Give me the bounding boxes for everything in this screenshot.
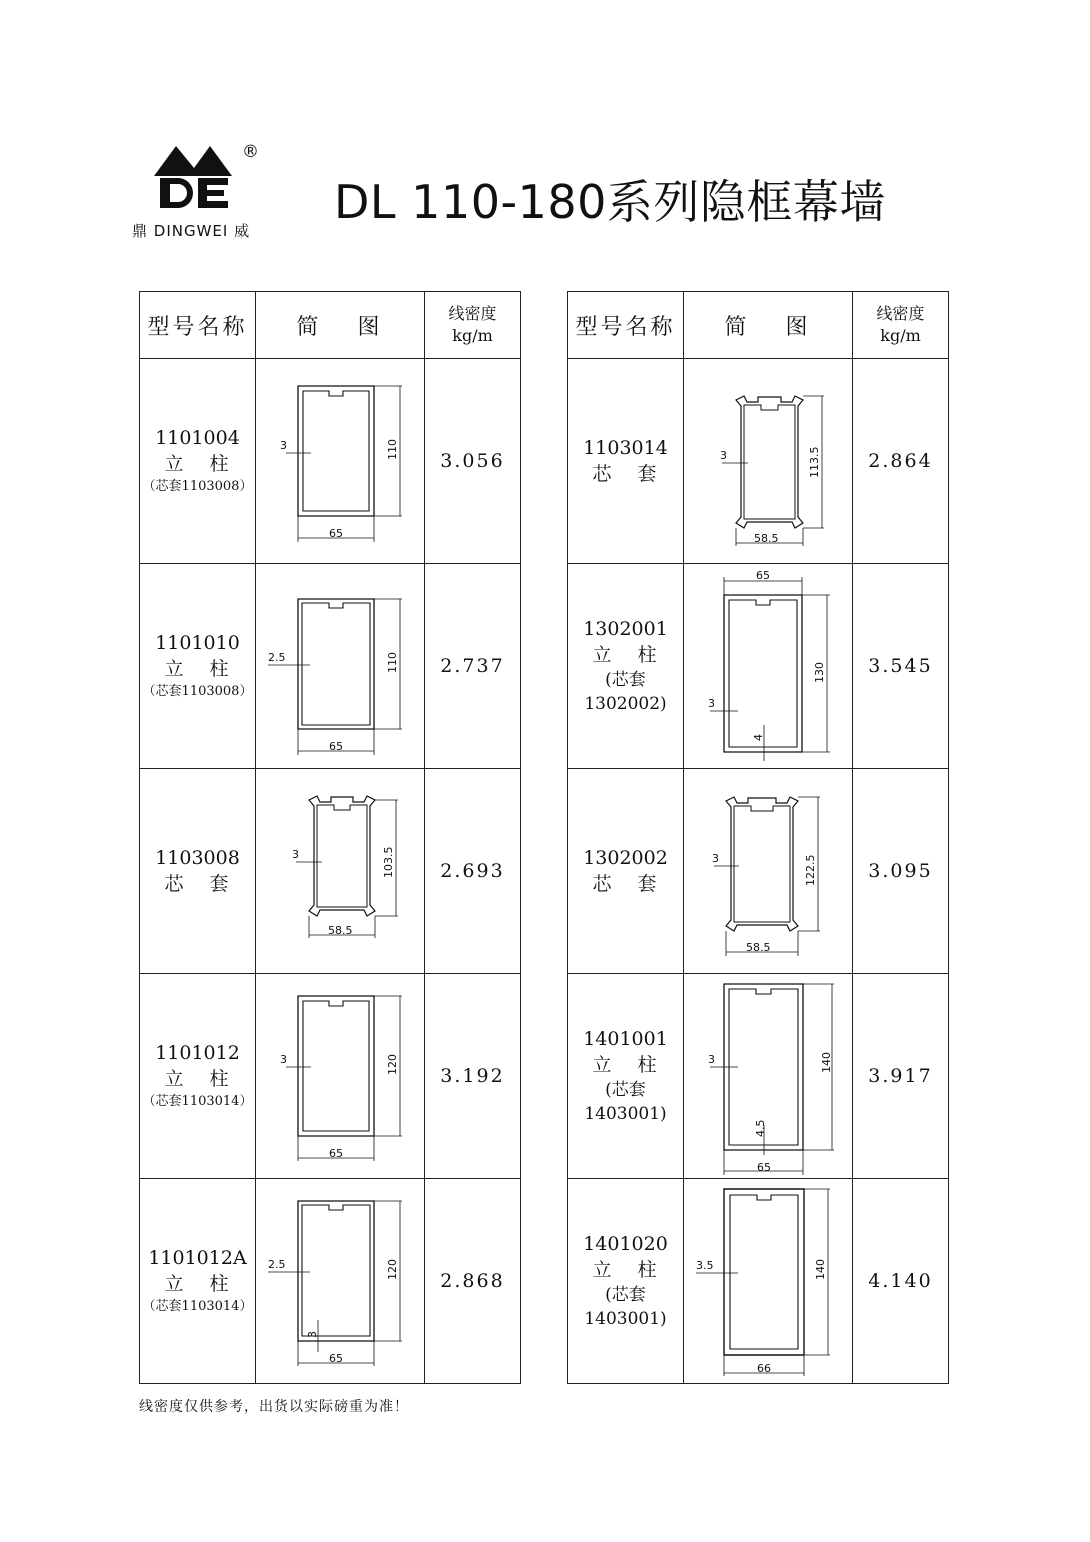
dim-width: 65 <box>329 1146 343 1160</box>
model-code: 1401001 <box>583 1028 668 1050</box>
model-cell <box>568 1179 684 1384</box>
table-row <box>568 769 949 974</box>
model-note: (芯套1403001) <box>584 1080 667 1124</box>
profile-diagram <box>256 769 425 974</box>
model-cell <box>140 359 256 564</box>
dim-thickness: 3 <box>708 696 715 710</box>
table-row <box>568 974 949 1179</box>
dim-width: 65 <box>329 526 343 540</box>
dim-thickness: 3 <box>712 851 719 865</box>
dim-height: 122.5 <box>804 854 817 886</box>
model-note: （芯套1103008） <box>142 479 253 494</box>
dim-height: 140 <box>820 1051 833 1073</box>
dim-thickness: 2.5 <box>268 1257 286 1271</box>
model-cell <box>568 564 684 769</box>
model-code: 1101010 <box>155 632 240 654</box>
model-note: （芯套1103014） <box>142 1299 253 1314</box>
dim-thickness: 3 <box>280 1052 287 1066</box>
header-density: 线密度 kg/m <box>853 292 949 359</box>
model-code: 1401020 <box>583 1233 668 1255</box>
dim-height: 120 <box>386 1053 399 1075</box>
dim-width: 65 <box>756 568 770 582</box>
tube-profile-icon <box>256 360 424 563</box>
dim-width: 58.5 <box>754 531 779 545</box>
density-cell <box>853 769 949 974</box>
core-sleeve-profile-icon <box>684 360 852 563</box>
header-name: 型号名称 <box>568 292 684 359</box>
density-cell <box>425 564 521 769</box>
profile-diagram <box>684 359 853 564</box>
profile-diagram <box>684 1179 853 1384</box>
model-cell <box>140 769 256 974</box>
density-value: 3.192 <box>440 1065 505 1087</box>
dim-height: 113.5 <box>808 446 821 478</box>
dim-height: 110 <box>386 651 399 673</box>
density-cell <box>425 769 521 974</box>
model-type: 芯 套 <box>592 873 667 895</box>
model-type: 立 柱 <box>592 1259 667 1281</box>
model-type: 立 柱 <box>164 658 239 680</box>
registered-mark: ® <box>242 142 259 162</box>
footer-note: 线密度仅供参考，出货以实际磅重为准！ <box>139 1399 409 1415</box>
model-code: 1101012 <box>155 1042 240 1064</box>
model-cell <box>568 974 684 1179</box>
dim-width: 58.5 <box>328 923 353 937</box>
model-type: 立 柱 <box>164 1068 239 1090</box>
table-header <box>140 292 521 359</box>
table-row <box>140 564 521 769</box>
model-note: (芯套 1403001) <box>584 1285 667 1329</box>
profile-diagram <box>684 769 853 974</box>
dim-height: 130 <box>813 661 826 683</box>
density-value: 3.056 <box>440 450 505 472</box>
tube-profile-icon <box>684 1180 852 1383</box>
density-value: 2.693 <box>440 860 505 882</box>
profile-diagram <box>256 974 425 1179</box>
dim-thickness: 3 <box>280 438 287 452</box>
header-density: 线密度 kg/m <box>425 292 521 359</box>
brand-logo <box>132 138 282 248</box>
dim-thickness: 3 <box>292 847 299 861</box>
model-note: （芯套1103008） <box>142 684 253 699</box>
model-type: 芯 套 <box>592 463 667 485</box>
profile-diagram <box>684 974 853 1179</box>
density-cell <box>853 1179 949 1384</box>
spec-table-left <box>139 291 521 1384</box>
density-cell <box>425 1179 521 1384</box>
dim-thickness: 3 <box>708 1052 715 1066</box>
density-value: 2.868 <box>440 1270 505 1292</box>
model-note: （芯套1103014） <box>142 1094 253 1109</box>
density-cell <box>853 974 949 1179</box>
model-cell <box>140 1179 256 1384</box>
table-row <box>568 1179 949 1384</box>
density-value: 2.864 <box>868 450 933 472</box>
profile-diagram <box>256 359 425 564</box>
density-cell <box>425 359 521 564</box>
brand-caption: 鼎 DINGWEI 威 <box>132 222 251 240</box>
core-sleeve-profile-icon <box>256 770 424 973</box>
dim-thickness: 2.5 <box>268 650 286 664</box>
dim-width: 65 <box>329 1351 343 1365</box>
model-cell <box>140 974 256 1179</box>
dim-height: 110 <box>386 438 399 460</box>
model-type: 芯 套 <box>164 873 239 895</box>
model-type: 立 柱 <box>592 1054 667 1076</box>
table-row <box>140 359 521 564</box>
table-row <box>140 974 521 1179</box>
density-cell <box>425 974 521 1179</box>
dim-height: 120 <box>386 1258 399 1280</box>
dim-thickness: 3.5 <box>696 1258 714 1272</box>
dim-width: 65 <box>329 739 343 753</box>
spec-table-right <box>567 291 949 1384</box>
dingwei-logo-icon <box>154 142 234 212</box>
table-header <box>568 292 949 359</box>
tube-profile-icon <box>684 975 852 1178</box>
density-value: 3.095 <box>868 860 933 882</box>
tube-profile-icon <box>256 975 424 1178</box>
table-row <box>140 1179 521 1384</box>
profile-diagram <box>256 564 425 769</box>
density-cell <box>853 359 949 564</box>
density-value: 3.545 <box>868 655 933 677</box>
model-type: 立 柱 <box>164 453 239 475</box>
table-row <box>568 359 949 564</box>
table-row <box>568 564 949 769</box>
dim-width: 66 <box>757 1361 771 1375</box>
dim-height: 103.5 <box>382 846 395 878</box>
density-value: 3.917 <box>868 1065 933 1087</box>
dim-bottom: 4.5 <box>754 1119 767 1137</box>
density-value: 4.140 <box>868 1270 933 1292</box>
core-sleeve-profile-icon <box>684 770 852 973</box>
model-code: 1101004 <box>155 427 240 449</box>
model-code: 1302002 <box>583 847 668 869</box>
dim-bottom: 4 <box>752 733 765 741</box>
model-type: 立 柱 <box>164 1273 239 1295</box>
model-cell <box>140 564 256 769</box>
model-note: (芯套1302002) <box>584 670 667 714</box>
profile-diagram <box>684 564 853 769</box>
tube-profile-icon <box>684 565 852 768</box>
header-diagram: 简 图 <box>256 292 425 359</box>
density-cell <box>853 564 949 769</box>
model-cell <box>568 769 684 974</box>
model-code: 1101012A <box>148 1247 247 1269</box>
dim-width: 65 <box>757 1160 771 1174</box>
model-code: 1103014 <box>583 437 668 459</box>
model-code: 1302001 <box>583 618 668 640</box>
page-title: DL 110-180系列隐框幕墙 <box>334 175 886 229</box>
density-value: 2.737 <box>440 655 505 677</box>
profile-diagram <box>256 1179 425 1384</box>
dim-bottom: 3 <box>306 1330 319 1338</box>
model-code: 1103008 <box>155 847 240 869</box>
header-diagram: 简 图 <box>684 292 853 359</box>
dim-height: 140 <box>814 1258 827 1280</box>
tube-profile-icon <box>256 1180 424 1383</box>
tube-profile-icon <box>256 565 424 768</box>
header-name: 型号名称 <box>140 292 256 359</box>
dim-width: 58.5 <box>746 940 771 954</box>
table-row <box>140 769 521 974</box>
dim-thickness: 3 <box>720 448 727 462</box>
model-cell <box>568 359 684 564</box>
model-type: 立 柱 <box>592 644 667 666</box>
